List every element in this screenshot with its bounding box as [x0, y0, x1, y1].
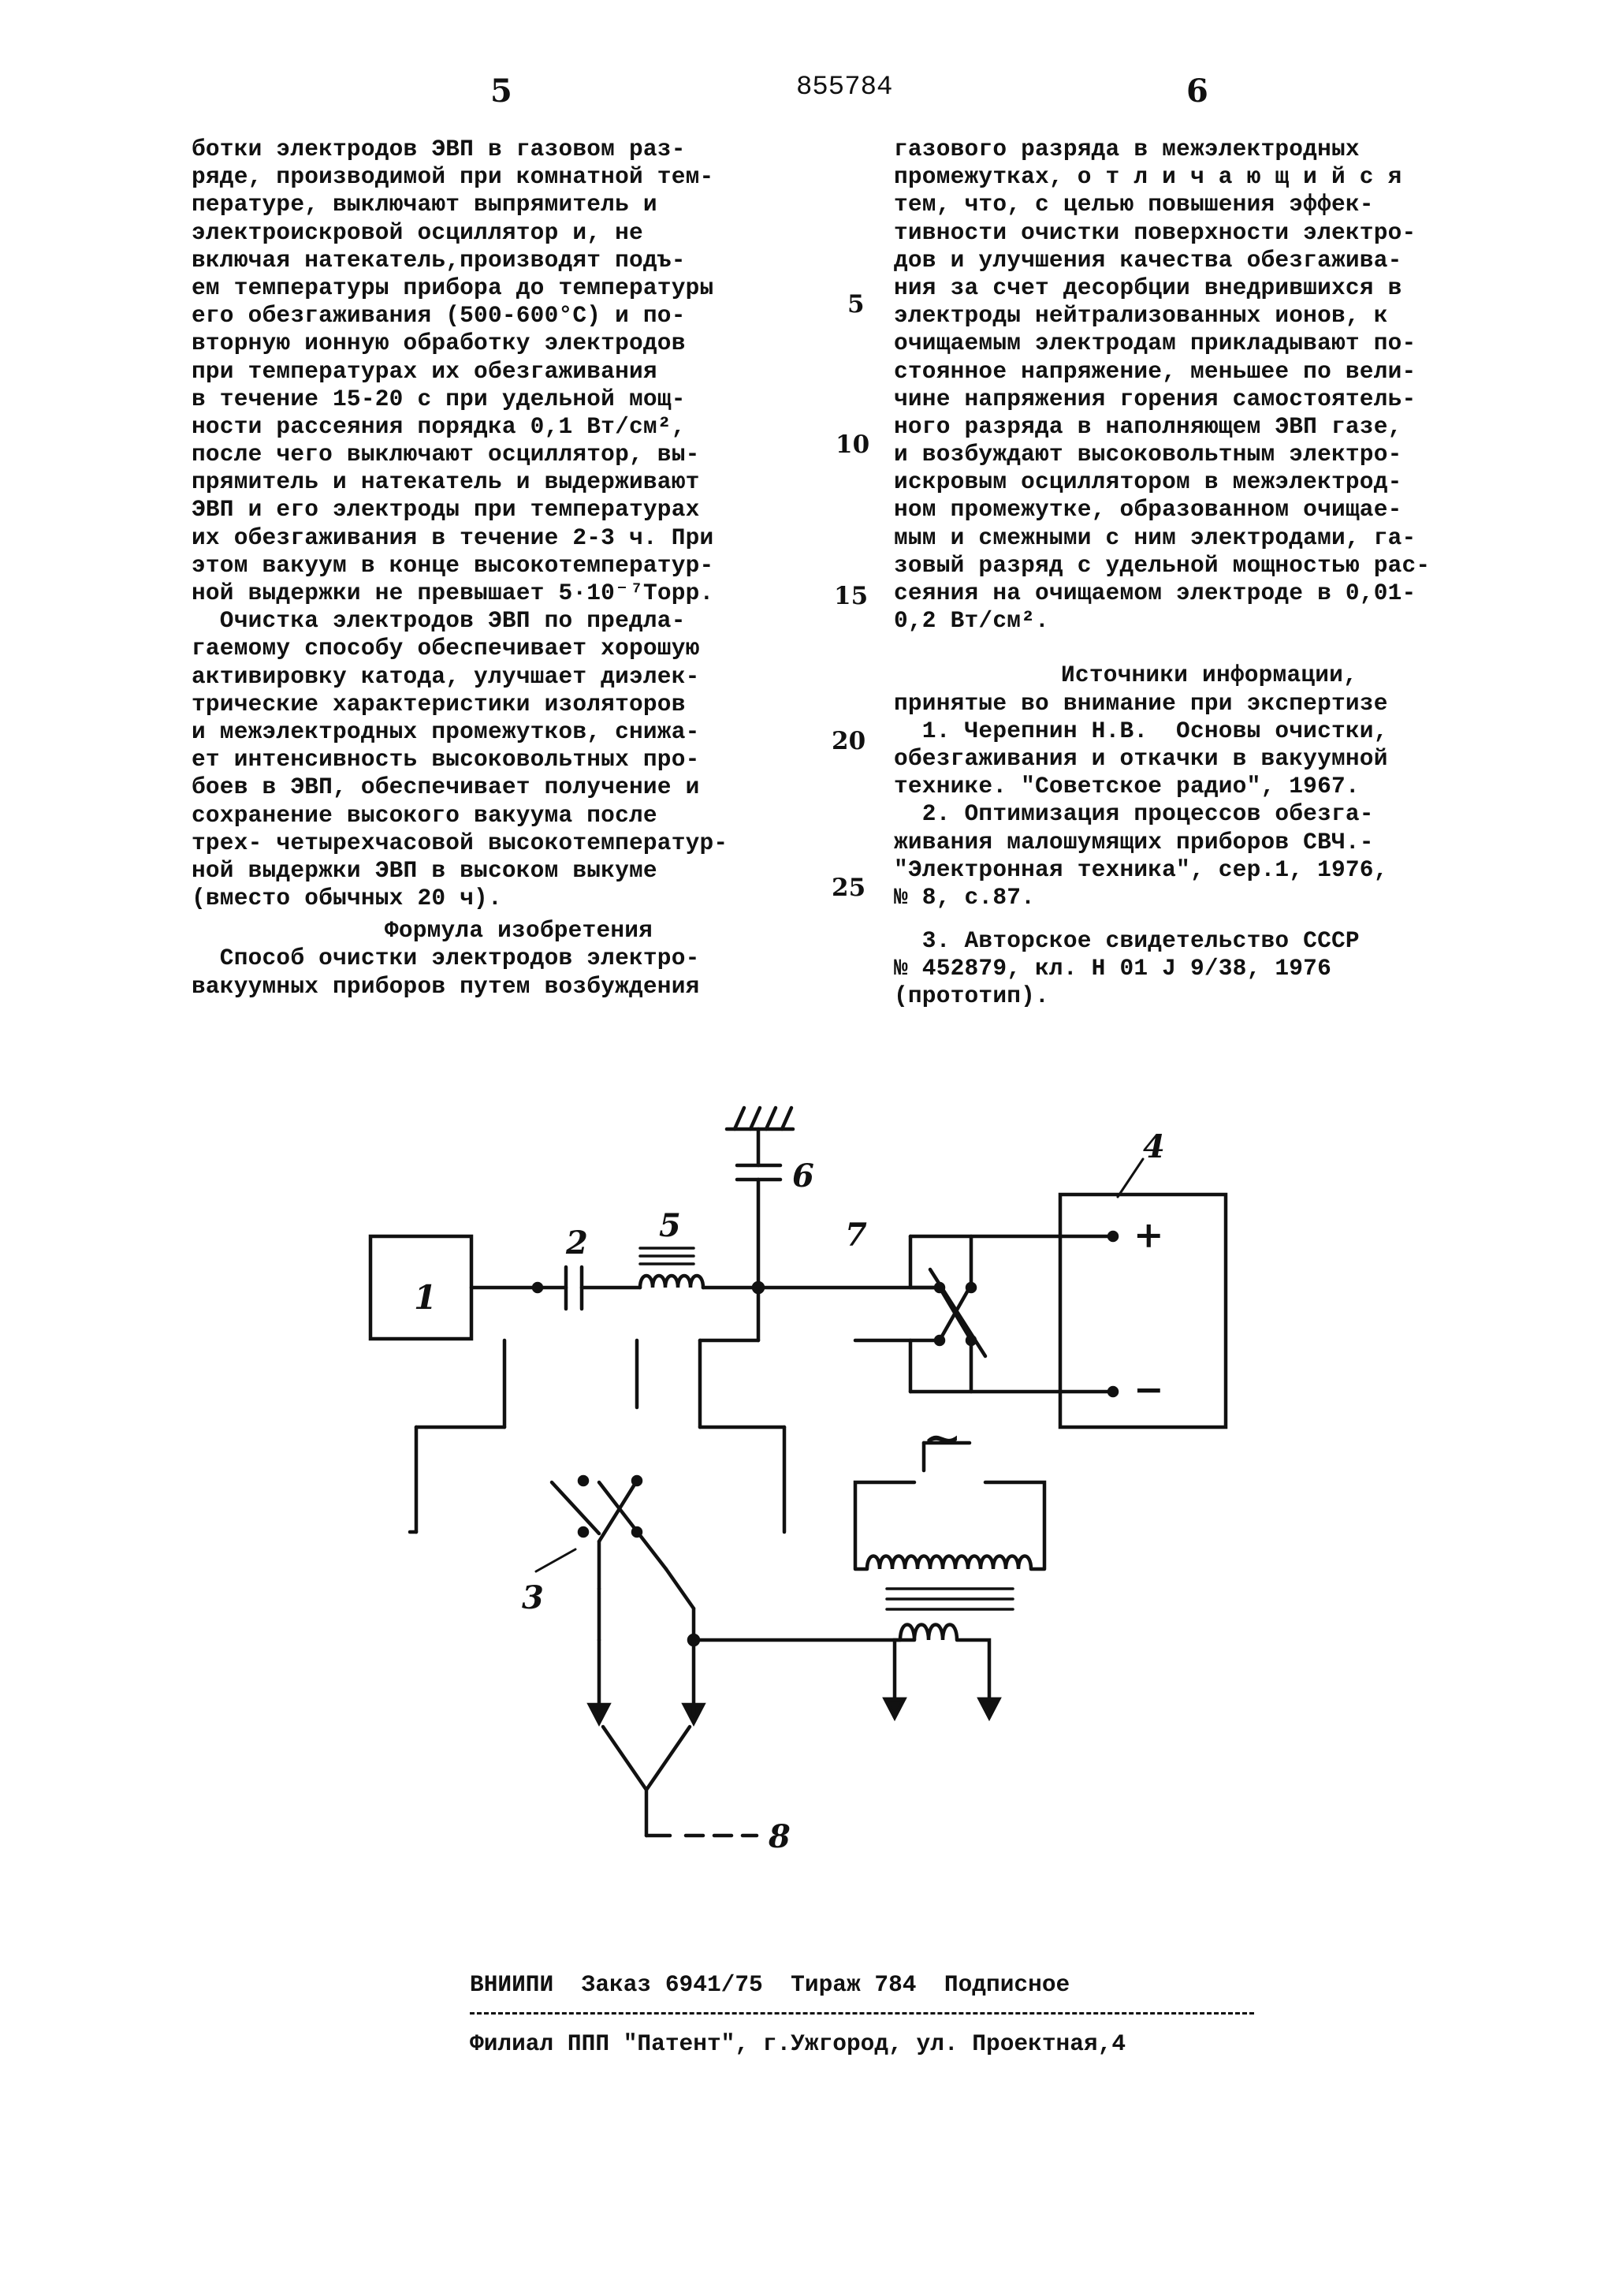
text-line: ем температуры прибора до температуры	[192, 274, 714, 301]
page-number-left: 5	[490, 73, 512, 110]
text-line: обезгаживания и откачки в вакуумной	[894, 744, 1388, 772]
choke-5-coil	[640, 1276, 703, 1288]
text-line: Способ очистки электродов электро-	[192, 945, 700, 972]
text-line: их обезгаживания в течение 2-3 ч. При	[192, 524, 714, 551]
text-line: "Электронная техника", сер.1, 1976,	[894, 855, 1388, 883]
page-number-right: 6	[1186, 73, 1208, 110]
text-line: этом вакуум в конце высокотемператур-	[192, 551, 714, 579]
text-line: и межэлектродных промежутков, снижа-	[192, 718, 700, 745]
text-line: ности рассеяния порядка 0,1 Вт/см²,	[192, 412, 686, 440]
claim-heading: Формула изобретения	[384, 917, 653, 945]
footer-divider	[470, 2012, 1254, 2015]
text-line: вторную ионную обработку электродов	[192, 330, 686, 357]
text-line: (вместо обычных 20 ч).	[192, 885, 502, 912]
text-line: ном промежутке, образованном очищае-	[894, 496, 1402, 524]
text-line: ет интенсивность высоковольтных про-	[192, 746, 700, 773]
text-line: 2. Оптимизация процессов обезга-	[894, 800, 1374, 828]
label-7: 7	[845, 1217, 867, 1254]
text-line: трех- четырехчасовой высокотемператур-	[192, 829, 728, 856]
text-line: при температурах их обезгаживания	[192, 357, 657, 385]
text-line: искровым осциллятором в межэлектрод-	[894, 468, 1402, 496]
label-8: 8	[769, 1818, 791, 1855]
label-2: 2	[566, 1224, 588, 1262]
text-line: тивности очистки поверхности электро-	[894, 218, 1416, 246]
text-line: пературе, выключают выпрямитель и	[192, 191, 657, 218]
text-line: ряде, производимой при комнатной тем-	[192, 163, 714, 191]
arrow-right-electrode	[684, 1640, 703, 1723]
label-4: 4	[1143, 1128, 1165, 1165]
text-line: вакуумных приборов путем возбуждения	[192, 972, 700, 1000]
text-line: стоянное напряжение, меньшее по вели-	[894, 357, 1416, 385]
label-5: 5	[659, 1207, 681, 1244]
line-number-25: 25	[832, 874, 866, 902]
text-line: ния за счет десорбции внедрившихся в	[894, 274, 1402, 301]
text-line: ной выдержки ЭВП в высоком выкуме	[192, 856, 657, 884]
text-line: № 452879, кл. Н 01 J 9/38, 1976	[894, 955, 1331, 982]
footer-line-1: ВНИИПИ Заказ 6941/75 Тираж 784 Подписное	[470, 1971, 1070, 1998]
label-minus: −	[1133, 1368, 1164, 1411]
text-line: 0,2 Вт/см².	[894, 607, 1049, 635]
text-line: 3. Авторское свидетельство СССР	[894, 927, 1360, 955]
text-line: после чего выключают осциллятор, вы-	[192, 441, 700, 468]
text-line: электроды нейтрализованных ионов, к	[894, 302, 1388, 330]
label-ac: ∼	[922, 1411, 962, 1467]
footer-line-2: Филиал ППП "Патент", г.Ужгород, ул. Проектная,4	[470, 2030, 1126, 2057]
label-plus: +	[1133, 1213, 1164, 1256]
arrow-left-electrode	[590, 1640, 609, 1723]
sources-heading-2: принятые во внимание при экспертизе	[894, 689, 1388, 717]
text-line: ного разряда в наполняющем ЭВП газе,	[894, 412, 1402, 440]
text-line: прямитель и натекатель и выдерживают	[192, 468, 700, 496]
text-line: Очистка электродов ЭВП по предла-	[192, 607, 686, 635]
text-line: газового разряда в межэлектродных	[894, 136, 1360, 162]
text-line: ной выдержки не превышает 5·10⁻⁷Торр.	[192, 580, 714, 606]
text-line: сеяния на очищаемом электроде в 0,01-	[894, 580, 1416, 606]
text-line: сохранение высокого вакуума после	[192, 801, 657, 829]
text-line: его обезгаживания (500-600°С) и по-	[192, 302, 686, 330]
label-6: 6	[792, 1157, 814, 1195]
text-line: включая натекатель,производят подъ-	[192, 246, 686, 274]
text-line: промежутках, о т л и ч а ю щ и й с я	[894, 163, 1402, 191]
text-line: трические характеристики изоляторов	[192, 690, 686, 718]
text-line: дов и улучшения качества обезгажива-	[894, 246, 1402, 274]
transformer-primary	[855, 1482, 1044, 1569]
text-line: живания малошумящих приборов СВЧ.-	[894, 828, 1374, 855]
text-line: ботки электродов ЭВП в газовом раз-	[192, 136, 686, 162]
text-line: гаемому способу обеспечивает хорошую	[192, 635, 700, 662]
electrode-y	[603, 1727, 690, 1836]
line-number-20: 20	[832, 727, 866, 755]
text-line: зовый разряд с удельной мощностью рас-	[894, 551, 1431, 579]
text-line: активировку катода, улучшает диэлек-	[192, 662, 700, 690]
line-number-5: 5	[847, 290, 865, 319]
text-line: в течение 15-20 с при удельной мощ-	[192, 385, 686, 412]
text-line: чине напряжения горения самостоятель-	[894, 385, 1416, 412]
line-number-15: 15	[834, 582, 869, 610]
text-line: и возбуждают высоковольтным электро-	[894, 441, 1402, 468]
text-line: технике. "Советское радио", 1967.	[894, 773, 1360, 800]
line-number-10: 10	[836, 430, 870, 459]
text-line: боев в ЭВП, обеспечивает получение и	[192, 773, 700, 801]
label-3: 3	[522, 1579, 544, 1616]
text-line: № 8, с.87.	[894, 883, 1036, 911]
text-line: электроискровой осциллятор и, не	[192, 218, 643, 246]
text-line: очищаемым электродам прикладывают по-	[894, 330, 1416, 357]
text-line: ЭВП и его электроды при температурах	[192, 496, 700, 524]
text-line: мым и смежными с ним электродами, га-	[894, 524, 1416, 551]
text-line: 1. Черепнин Н.В. Основы очистки,	[894, 717, 1388, 744]
text-line: тем, что, с целью повышения эффек-	[894, 191, 1374, 218]
label-1: 1	[414, 1278, 437, 1317]
sources-heading-1: Источники информации,	[1061, 662, 1357, 689]
patent-number: 855784	[796, 73, 893, 102]
text-line: (прототип).	[894, 982, 1049, 1010]
